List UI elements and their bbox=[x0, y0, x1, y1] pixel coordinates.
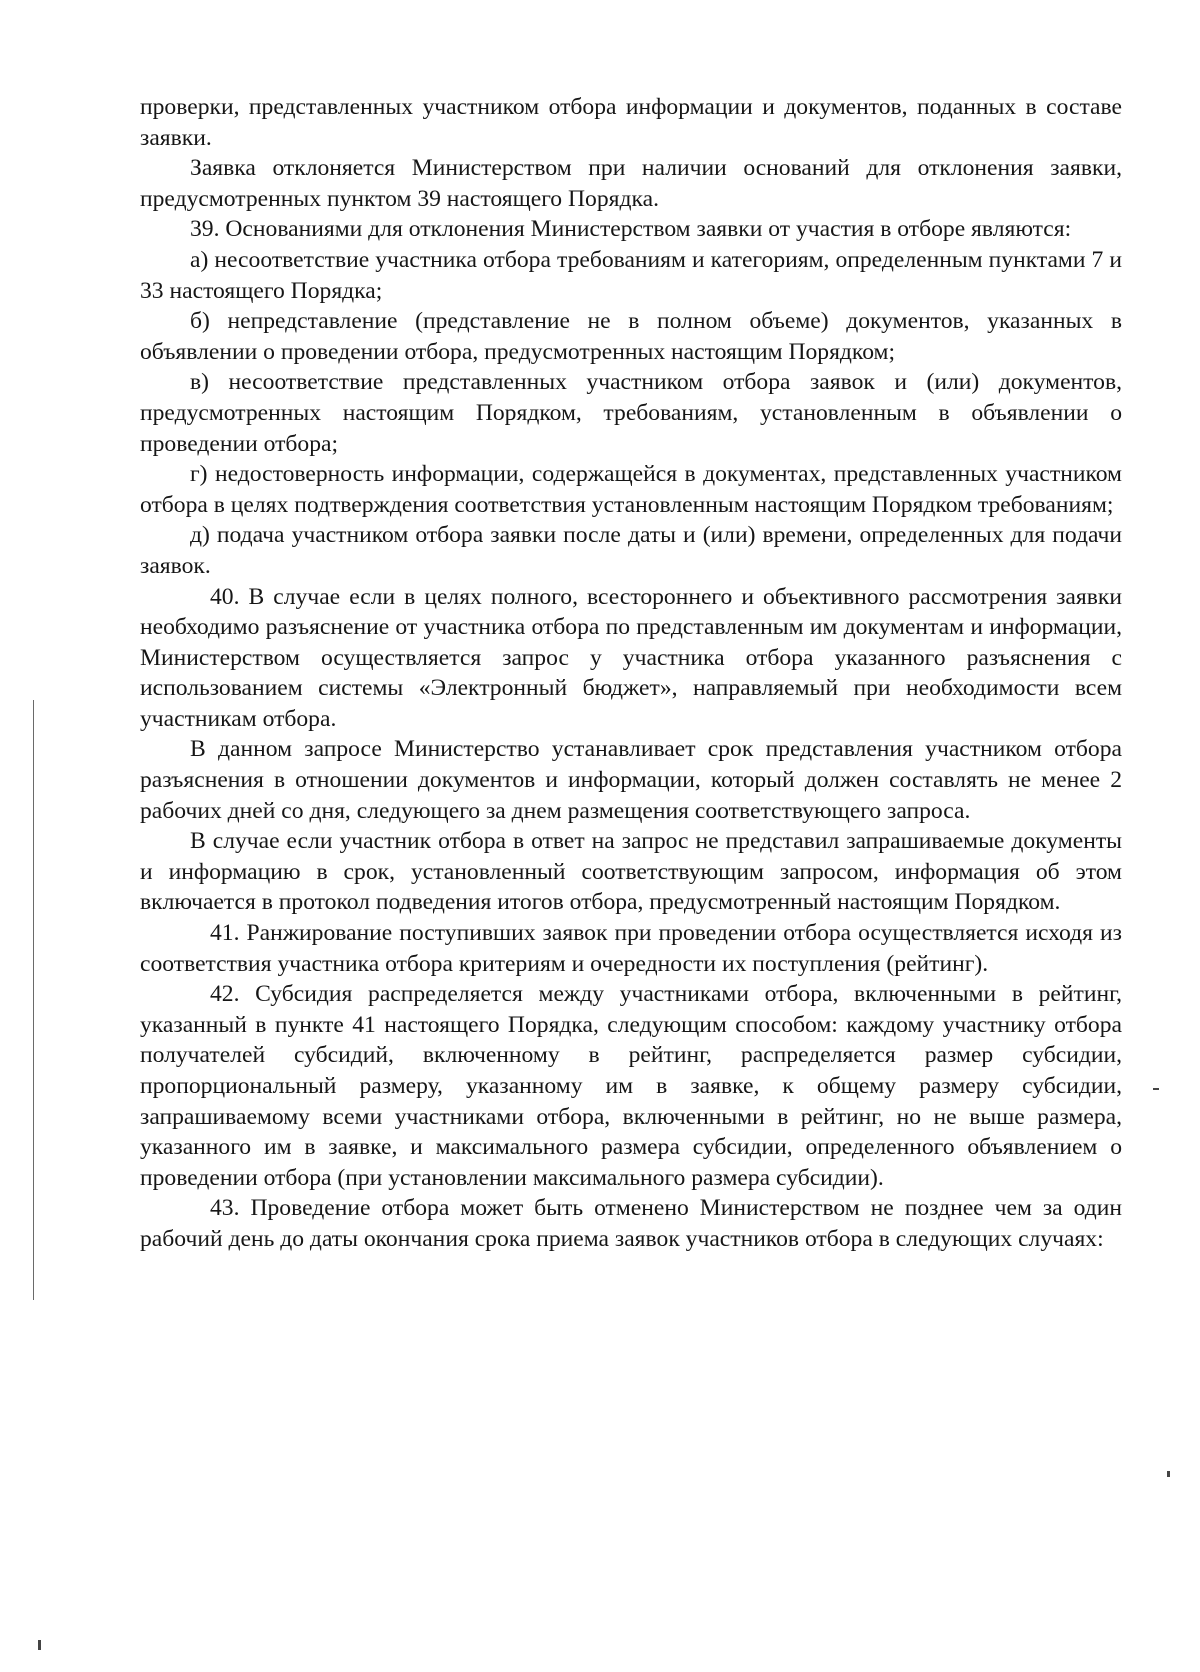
paragraph-39-g: г) недостоверность информации, содержащейся в документах, представленных участником отбора в целях подтверждения соответствия установленным настоящим Порядком требованиям; bbox=[140, 461, 1122, 518]
scan-speck bbox=[1167, 1471, 1170, 1477]
paragraph-42: 42. Субсидия распределяется между участниками отбора, включенными в рейтинг, указанный в пункте 41 настоящего Порядка, следующим способом: каждому участнику отбора получателей субсидий, включенному в рейтинг, распределяется размер субсидии, пропорциональный размеру, указанному им в заявке, к общему размеру субсидии, запрашиваемому всеми участниками отбора, включенными в рейтинг, но не выше размера, указанного им в заявке, и максимального размера субсидии, определенного объявлением о проведении отбора (при установлении максимального размера субсидии). bbox=[140, 981, 1122, 1191]
scan-speck bbox=[1153, 1088, 1159, 1090]
paragraph-40: 40. В случае если в целях полного, всестороннего и объективного рассмотрения заявки необходимо разъяснение от участника отбора по представленным им документам и информации, Министерством осуществляется запрос у участника отбора указанного разъяснения с использованием системы «Электронный бюджет», направляемый при необходимости всем участникам отбора. bbox=[140, 583, 1122, 732]
paragraph-39-b: б) непредставление (представление не в полном объеме) документов, указанных в объявлении о проведении отбора, предусмотренных настоящим Порядком; bbox=[140, 308, 1122, 365]
document-body bbox=[140, 92, 1122, 1255]
scan-edge-line bbox=[33, 700, 34, 1300]
paragraph-continuation: проверки, представленных участником отбора информации и документов, поданных в составе заявки. bbox=[140, 94, 1122, 151]
scan-speck bbox=[38, 1640, 41, 1650]
paragraph-40-request: В данном запросе Министерство устанавливает срок представления участником отбора разъяснения в отношении документов и информации, который должен составлять не менее 2 рабочих дней со дня, следующего за днем размещения соответствующего запроса. bbox=[140, 736, 1122, 824]
paragraph-40-no-response: В случае если участник отбора в ответ на запрос не представил запрашиваемые документы и информацию в срок, установленный соответствующим запросом, информация об этом включается в протокол подведения итогов отбора, предусмотренный настоящим Порядком. bbox=[140, 828, 1122, 916]
paragraph-39-d: д) подача участником отбора заявки после даты и (или) времени, определенных для подачи заявок. bbox=[140, 522, 1122, 579]
paragraph-39: 39. Основаниями для отклонения Министерством заявки от участия в отборе являются: bbox=[190, 216, 1072, 243]
paragraph-43: 43. Проведение отбора может быть отменено Министерством не позднее чем за один рабочий день до даты окончания срока приема заявок участников отбора в следующих случаях: bbox=[140, 1195, 1122, 1252]
paragraph-39-v: в) несоответствие представленных участником отбора заявок и (или) документов, предусмотренных настоящим Порядком, требованиям, установленным в объявлении о проведении отбора; bbox=[140, 369, 1122, 457]
paragraph-rejection-note: Заявка отклоняется Министерством при наличии оснований для отклонения заявки, предусмотренных пунктом 39 настоящего Порядка. bbox=[140, 155, 1122, 212]
paragraph-39-a: а) несоответствие участника отбора требованиям и категориям, определенным пунктами 7 и 33 настоящего Порядка; bbox=[140, 246, 1122, 304]
paragraph-41: 41. Ранжирование поступивших заявок при проведении отбора осуществляется исходя из соответствия участника отбора критериям и очередности их поступления (рейтинг). bbox=[140, 920, 1122, 977]
